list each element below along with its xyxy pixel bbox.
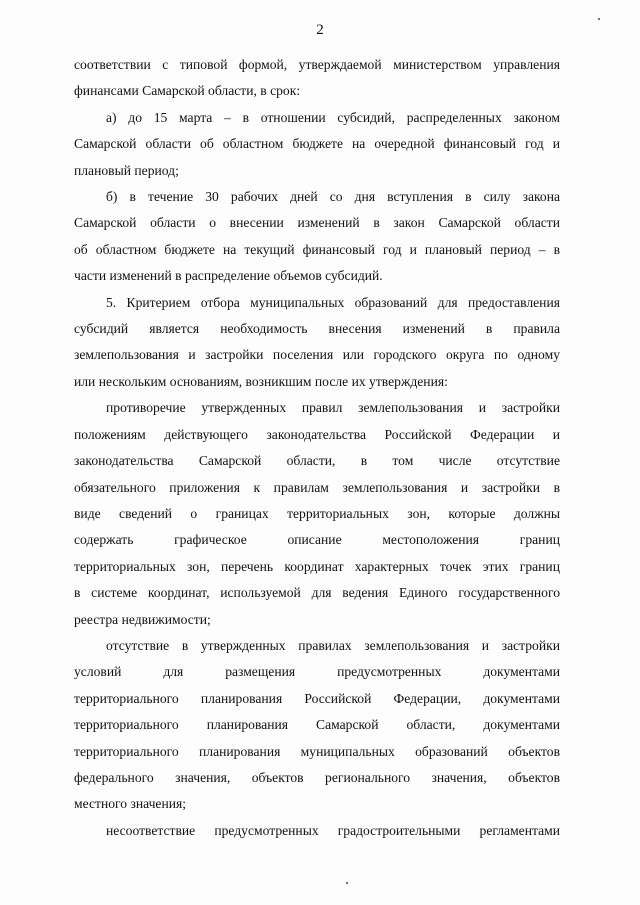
paragraph (74, 52, 560, 105)
text-line: территориальных зон, перечень координат характерных точек этих границ (74, 558, 560, 574)
text-line: положениям действующего законодательства Российской Федерации и (74, 426, 560, 442)
paragraph (74, 818, 560, 844)
paragraph (74, 395, 560, 633)
text-line: финансами Самарской области, в срок: (74, 83, 301, 99)
text-line: соответствии с типовой формой, утверждаемой министерством управления (74, 57, 560, 72)
text-line: реестра недвижимости; (74, 611, 211, 627)
text-line: субсидий является необходимость внесения изменений в правила (74, 321, 560, 337)
text-line: несоответствие предусмотренных градостроительными регламентами (106, 822, 560, 838)
document-body (74, 52, 560, 844)
text-line: местного значения; (74, 796, 187, 812)
scan-speck (346, 882, 348, 884)
text-line: обязательного приложения к правилам землепользования и застройки в (74, 479, 560, 495)
text-line: 5. Критерием отбора муниципальных образований для предоставления (106, 294, 560, 310)
text-line: части изменений в распределение объемов субсидий. (74, 268, 383, 284)
page-number: 2 (316, 22, 324, 38)
text-line: землепользования и застройки поселения или городского округа по одному (74, 347, 560, 363)
text-line: законодательства Самарской области, в том числе отсутствие (74, 453, 560, 469)
text-line: или нескольким основаниям, возникшим после их утверждения: (74, 373, 448, 389)
text-line: Самарской области о внесении изменений в закон Самарской области (74, 215, 560, 231)
text-line: плановый период; (74, 162, 179, 178)
text-line: условий для размещения предусмотренных документами (74, 664, 560, 680)
text-line: отсутствие в утвержденных правилах землепользования и застройки (106, 637, 560, 653)
text-line: территориального планирования Самарской области, документами (74, 717, 560, 733)
paragraph (74, 633, 560, 818)
text-line: территориального планирования Российской Федерации, документами (74, 690, 560, 706)
text-line: территориального планирования муниципальных образований объектов (74, 743, 560, 759)
paragraph (74, 105, 560, 184)
text-line: противоречие утвержденных правил землепользования и застройки (106, 400, 560, 416)
text-line: а) до 15 марта – в отношении субсидий, распределенных законом (106, 109, 560, 125)
paragraph (74, 184, 560, 290)
paragraph (74, 290, 560, 396)
text-line: содержать графическое описание местоположения границ (74, 532, 560, 548)
text-line: Самарской области об областном бюджете на очередной финансовый год и (74, 136, 560, 152)
text-line: федерального значения, объектов регионального значения, объектов (74, 769, 560, 785)
text-line: в системе координат, используемой для ведения Единого государственного (74, 585, 560, 601)
text-line: об областном бюджете на текущий финансовый год и плановый период – в (74, 241, 560, 257)
scan-speck (598, 18, 600, 20)
text-line: виде сведений о границах территориальных зон, которые должны (74, 505, 560, 521)
text-line: б) в течение 30 рабочих дней со дня вступления в силу закона (106, 189, 560, 205)
